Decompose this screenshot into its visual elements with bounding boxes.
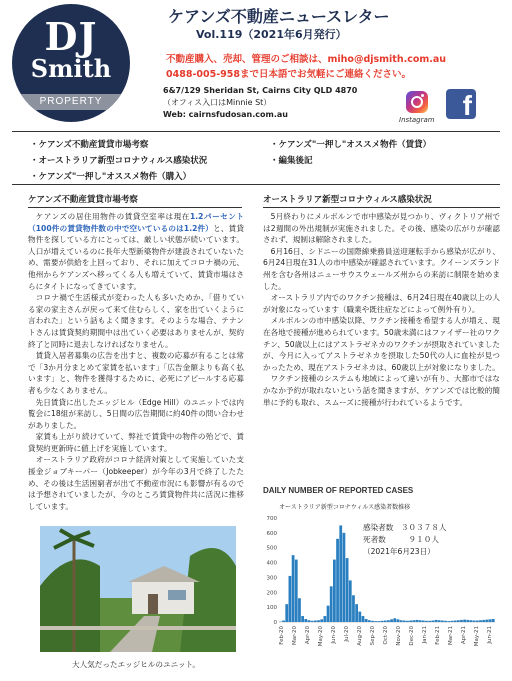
bar (327, 606, 330, 622)
vacancy-rate-highlight: 1.2パーセント（100件の賃貸物件数の中で空いているのは1.2件） (28, 212, 244, 233)
bar (352, 595, 355, 622)
bar (397, 619, 400, 622)
company-logo (12, 4, 130, 122)
x-tick-label: Jun-21 (487, 626, 493, 644)
paragraph: ワクチン接種のシステムも地域によって違いが有り、大都市ではなかなか予約が取れないという話を聞きますが、ケアンズでは比較的簡単に予約も取れ、スムーズに接種が行われているようです。 (263, 374, 500, 407)
bar (482, 620, 485, 622)
bar (343, 533, 346, 622)
bar (304, 619, 307, 622)
bar (463, 620, 466, 622)
table-of-contents (12, 131, 500, 185)
x-tick-label: Jul-20 (344, 626, 350, 642)
bar (457, 620, 460, 622)
bar (419, 620, 422, 622)
x-tick-label: Oct-20 (383, 626, 389, 645)
bar (301, 616, 304, 622)
y-tick-label: 0 (273, 620, 277, 626)
logo-text-smith: Smith (30, 54, 112, 83)
y-tick-label: 500 (266, 545, 277, 552)
bar (355, 604, 358, 622)
toc-item[interactable]: ・ケアンズ"一押し"オススメ物件（賃貸） (270, 140, 432, 150)
bar (320, 619, 323, 622)
y-tick-label: 400 (266, 560, 277, 567)
x-tick-label: Nov-20 (396, 626, 402, 646)
address-line-1: 6&7/129 Sheridan St, Cairns City QLD 4870 (163, 86, 358, 95)
bar (393, 618, 396, 622)
bar (476, 621, 479, 622)
bar (454, 621, 457, 622)
bar (400, 620, 403, 622)
bar (282, 621, 285, 622)
bar (333, 560, 336, 622)
x-tick-label: Mar-20 (292, 626, 298, 646)
paragraph: メルボルンの市中感染以降、ワクチン接種を希望する人が増え、現在各地で接種が進められています。50歳未満にはファイザー社のワクチン、50歳以上にはアストラゼネカのワクチンが摂取されていましたが、今月に入ってアストラゼネカを摂取した50代の人に血栓が見つかったため、現在アストラゼネカは、60歳以上が対象になりました。 (263, 316, 500, 372)
bar (317, 620, 320, 622)
annotation-cases: 感染者数 ３０３７８人 (363, 523, 447, 532)
bar (323, 616, 326, 622)
paragraph: 家賃も上がり続けていて、弊社で賃貸中の物件の殆どで、賃貸契約更新時に値上げを実施しています。 (28, 432, 244, 453)
logo-band-property: PROPERTY (12, 94, 130, 110)
chart-title: DAILY NUMBER OF REPORTED CASES (263, 486, 414, 495)
paragraph: ケアンズの居住用物件の賃貸空室率は現在1.2パーセント（100件の賃貸物件数の中で空いているのは1.2件）と、賃貸物件を探している方にとっては、厳しい状態が続いています。人口が増えているのに長年大型新築物件が建設されていないため、需要が供給を上回っており、それに加えてコロナ禍の元、他州からケアンズへ移ってくる人も増えていて、賃貸市場はさらにタイトになってきています。 (28, 212, 245, 291)
bar (311, 621, 314, 622)
bar (368, 620, 371, 622)
paragraph: コロナ禍で生活様式が変わった人も多いためか、「借りている家の家主さんが戻って来て住むらしく、家を出ていくように言われた」という話もよく聞きます。そのような場合、テナントさんは賃貸契約期間中は出ていく必要はありませんが、契約終了と同時に退去しなければなりません。 (28, 293, 244, 349)
bar (412, 620, 415, 622)
bar (349, 580, 352, 622)
left-section-title: ケアンズ不動産賃貸市場考察 (28, 193, 242, 208)
instagram-label: Instagram (399, 116, 435, 124)
bar (336, 539, 339, 622)
right-section-body (263, 211, 500, 408)
bar (289, 576, 292, 622)
x-tick-label: Feb-21 (435, 626, 441, 645)
x-tick-label: Aug-20 (357, 626, 363, 646)
bar (295, 560, 298, 622)
bar (460, 620, 463, 622)
bar (346, 558, 349, 622)
x-tick-label: Sep-20 (370, 626, 376, 646)
bar (451, 621, 454, 622)
bar (285, 604, 288, 622)
bar (425, 621, 428, 622)
instagram-icon[interactable] (406, 91, 428, 113)
paragraph: 賃貸入居者募集の広告を出すと、複数の応募が有ることは常で「3か月分まとめて家賃を払います」「広告金額よりも高く払います」と、物件を獲得するために、必死にアピールする応募者も少なくありません。 (28, 351, 244, 395)
bar (390, 619, 393, 622)
contact-line-email[interactable]: 不動産購入、売却、管理のご相談は、miho@djsmith.com.au (166, 54, 447, 65)
bar (479, 620, 482, 622)
bar (428, 621, 431, 622)
contact-line-phone[interactable]: 0488-005-958まで日本語でお気軽にご連絡ください。 (166, 69, 411, 80)
bar (485, 620, 488, 622)
bar (371, 621, 374, 622)
bar (384, 621, 387, 622)
paragraph: 5月終わりにメルボルンで市中感染が見つかり、ヴィクトリア州では2週間の外出規制が実施されました。その後、感染の広がりが確認されず、規制は解除されました。 (263, 212, 500, 245)
bar (308, 620, 311, 622)
y-tick-label: 300 (266, 575, 277, 582)
bar (489, 619, 492, 622)
office-address (163, 85, 357, 121)
bar (441, 621, 444, 622)
chart-plot (263, 486, 500, 666)
bar (403, 621, 406, 622)
paragraph: 6月16日、シドニーの国際線乗務員送迎運転手から感染が広がり、6月24日現在31人の市中感染が確認されています。クイーンズランド州を含む各州はニューサウスウェールズ州からの来訪に制限を始めました。 (263, 246, 500, 291)
annotation-deaths: 死者数 ９１０人 (363, 535, 439, 544)
paragraph: オーストラリア内でのワクチン接種は、6月24日現在40歳以上の人が対象になっています（職業や既往症などによって例外有り）。 (263, 293, 500, 314)
toc-item[interactable]: ・ケアンズ"一押し"オススメ物件（購入） (30, 172, 192, 182)
toc-item[interactable]: ・編集後記 (270, 156, 313, 166)
chart-subtitle: オーストラリア新型コロナウィルス感染者数推移 (279, 504, 411, 511)
toc-item[interactable]: ・オーストラリア新型コロナウィルス感染状況 (30, 156, 208, 166)
bar (466, 620, 469, 622)
bar (387, 620, 390, 622)
bar (406, 621, 409, 622)
x-tick-label: Dec-20 (409, 626, 415, 646)
covid-cases-chart (263, 486, 500, 666)
x-tick-label: Feb-20 (279, 626, 285, 645)
bar (362, 616, 365, 622)
bar (381, 621, 384, 622)
bar (314, 621, 317, 622)
x-tick-label: Apr-21 (461, 626, 467, 645)
bar (422, 621, 425, 622)
bar (377, 621, 380, 622)
bar (444, 621, 447, 622)
y-tick-label: 200 (266, 590, 277, 597)
x-tick-label: Mar-21 (448, 626, 454, 646)
bar (492, 619, 495, 622)
website-link[interactable]: Web: cairnsfudosan.com.au (163, 110, 288, 119)
paragraph: オーストラリア政府がコロナ経済対策として実施していた支援金ジョブキーパー（Jobkeeper）が今年の3月で終了したため、その後は生活困窮者が出て不動産市況にも影響が有るのでは予想されていましたが、今のところ賃貸物件共に活況に推移しています。 (28, 455, 244, 511)
x-tick-label: May-20 (318, 626, 324, 647)
bar (473, 621, 476, 622)
paragraph: 先日賃貸に出したエッジヒル（Edge Hill）のユニットでは内覧会に18組が来訪し、5日間の広告期間に約40件の問い合わせがありました。 (28, 397, 244, 430)
bar (365, 619, 368, 622)
bar (292, 555, 295, 622)
bar (435, 620, 438, 622)
y-tick-label: 700 (266, 516, 277, 522)
volume-label: Vol.119（2021年6月発行） (196, 28, 347, 41)
annotation-date: （2021年6月23日） (363, 547, 435, 556)
logo-text-dj: DJ (44, 14, 98, 59)
bar (431, 621, 434, 622)
right-section-title: オーストラリア新型コロナウィルス感染状況 (263, 193, 500, 208)
left-section-body (28, 211, 244, 512)
property-photo (40, 526, 236, 652)
bar (447, 621, 450, 622)
x-tick-label: May-21 (474, 626, 480, 647)
address-line-2: （オフィス入口はMinnie St） (163, 98, 272, 107)
bar (438, 620, 441, 622)
bar (330, 586, 333, 622)
bar (298, 598, 301, 622)
bar (339, 525, 342, 622)
x-tick-label: Jan-21 (422, 626, 428, 644)
photo-caption: 大人気だったエッジヒルのユニット。 (72, 660, 200, 669)
toc-item[interactable]: ・ケアンズ不動産賃貸市場考察 (30, 140, 149, 150)
x-tick-label: Apr-20 (305, 626, 311, 645)
bar (416, 620, 419, 622)
bar (409, 621, 412, 622)
y-tick-label: 100 (266, 605, 277, 612)
bar (470, 620, 473, 622)
x-tick-label: Jun-20 (331, 626, 337, 644)
newsletter-title: ケアンズ不動産ニュースレター (168, 7, 390, 26)
bar (374, 621, 377, 622)
bar (358, 612, 361, 622)
facebook-icon[interactable]: f (446, 89, 476, 119)
y-tick-label: 600 (266, 530, 277, 537)
